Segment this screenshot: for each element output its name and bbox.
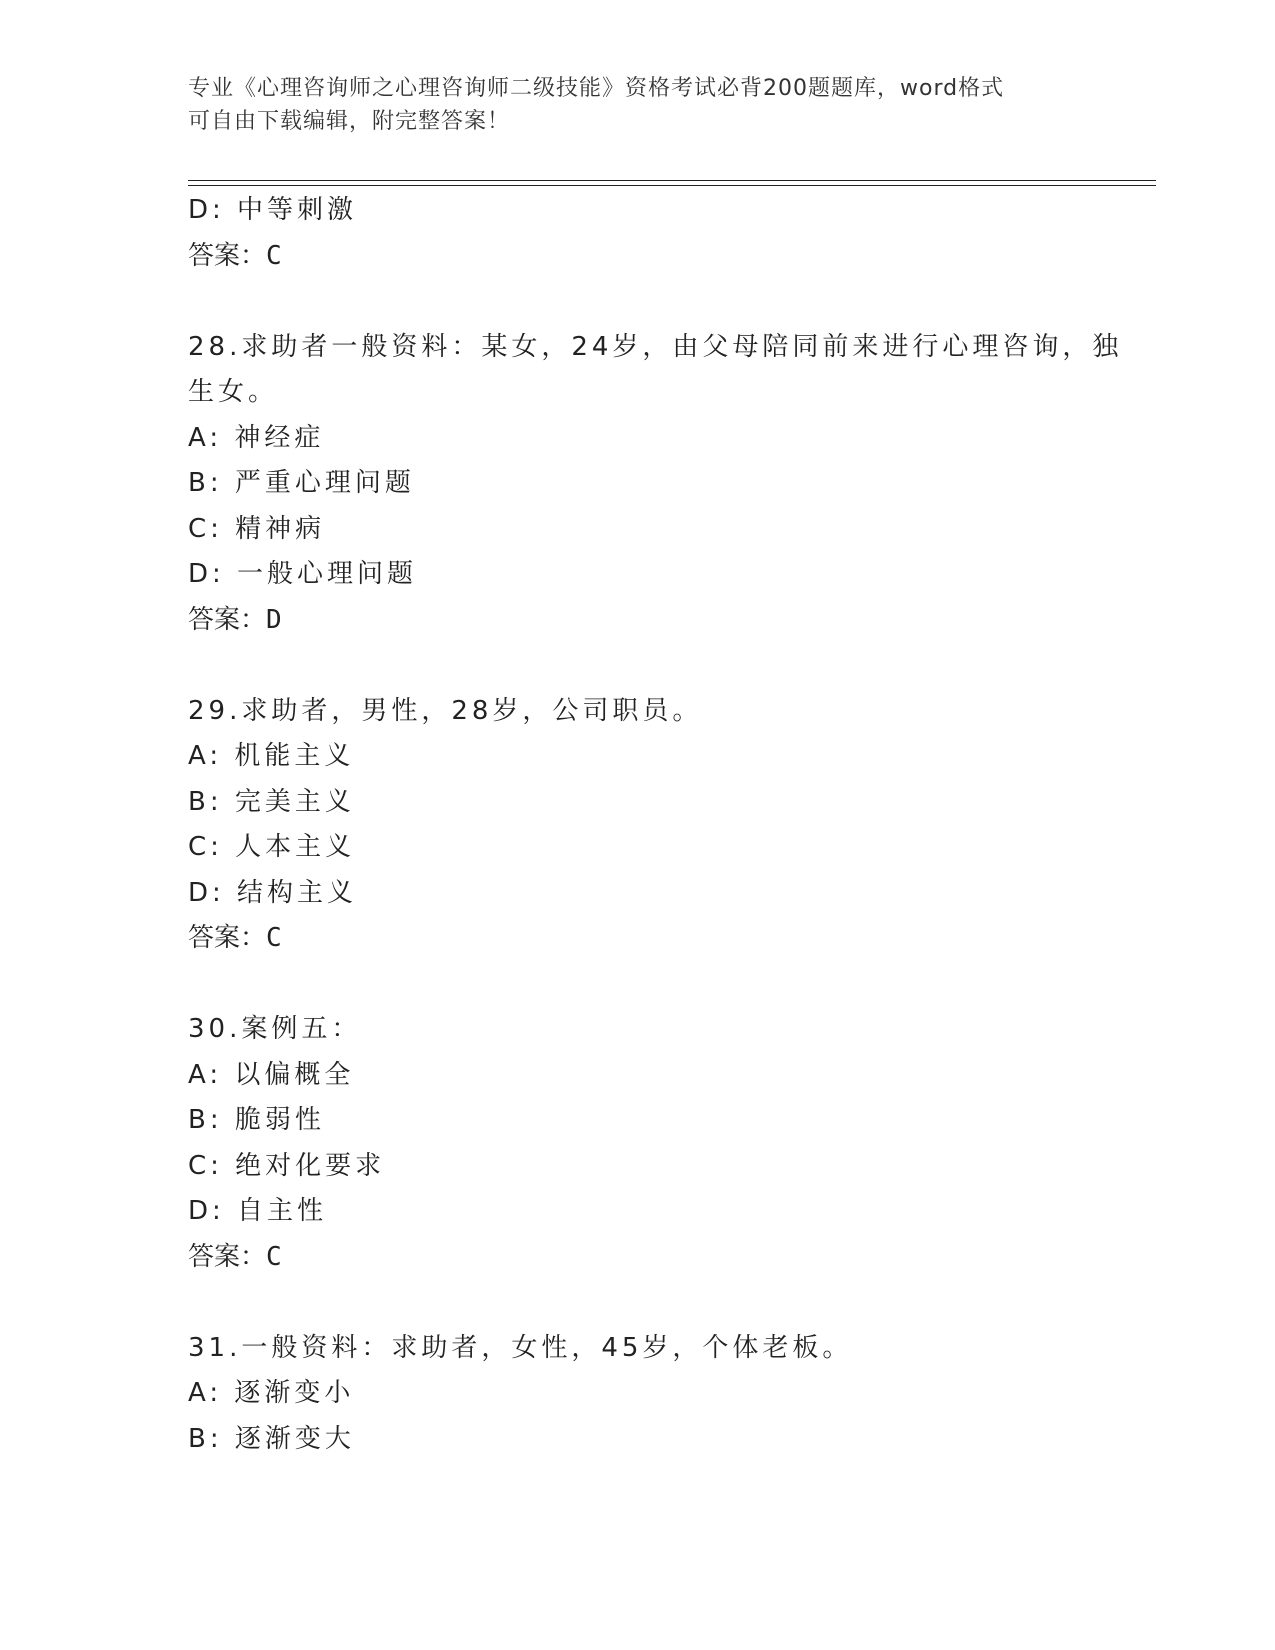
answer: 答案：C xyxy=(188,923,282,953)
option-a: A: 逐渐变小 xyxy=(188,1378,355,1408)
option-c: C: 精神病 xyxy=(188,513,326,544)
option-a: A: 机能主义 xyxy=(188,741,355,771)
question-stem: 31.一般资料：求助者，女性，45岁，个体老板。 xyxy=(188,1332,853,1363)
option-d: D: 结构主义 xyxy=(188,877,358,908)
question-30 xyxy=(188,1007,1088,1280)
header-divider-top xyxy=(188,180,1156,181)
spacer xyxy=(188,279,1088,325)
question-stem: 30.案例五： xyxy=(188,1014,362,1044)
option-b: B: 完美主义 xyxy=(188,786,355,817)
answer: 答案：C xyxy=(188,1241,282,1272)
document-header xyxy=(188,72,1088,138)
option-c: C: 人本主义 xyxy=(188,832,356,862)
question-29 xyxy=(188,689,1088,962)
option-d: D: 自主性 xyxy=(188,1196,328,1226)
question-28 xyxy=(188,325,1123,644)
question-31 xyxy=(188,1326,1088,1463)
option-a: A: 神经症 xyxy=(188,422,325,453)
spacer xyxy=(188,962,1088,1008)
header-divider-bottom xyxy=(188,185,1156,186)
header-line-2: 可自由下载编辑，附完整答案！ xyxy=(188,109,511,134)
spacer xyxy=(188,643,1088,689)
option-d: D: 中等刺激 xyxy=(188,195,358,225)
question-27-tail xyxy=(188,188,1088,279)
option-b: B: 脆弱性 xyxy=(188,1105,325,1135)
question-stem-continued: 生女。 xyxy=(188,377,279,407)
option-a: A: 以偏概全 xyxy=(188,1059,355,1090)
option-b: B: 逐渐变大 xyxy=(188,1423,355,1454)
answer: 答案：D xyxy=(188,604,282,635)
spacer xyxy=(188,1280,1088,1326)
question-list xyxy=(188,188,1123,1462)
question-stem: 29.求助者，男性，28岁，公司职员。 xyxy=(188,695,703,726)
option-b: B: 严重心理问题 xyxy=(188,468,415,498)
option-d: D: 一般心理问题 xyxy=(188,559,418,589)
question-stem: 28.求助者一般资料：某女，24岁，由父母陪同前来进行心理咨询，独 xyxy=(188,331,1123,362)
option-c: C: 绝对化要求 xyxy=(188,1150,386,1181)
header-line-1: 专业《心理咨询师之心理咨询师二级技能》资格考试必背200题题库，word格式 xyxy=(188,76,1005,101)
answer: 答案：C xyxy=(188,240,282,271)
